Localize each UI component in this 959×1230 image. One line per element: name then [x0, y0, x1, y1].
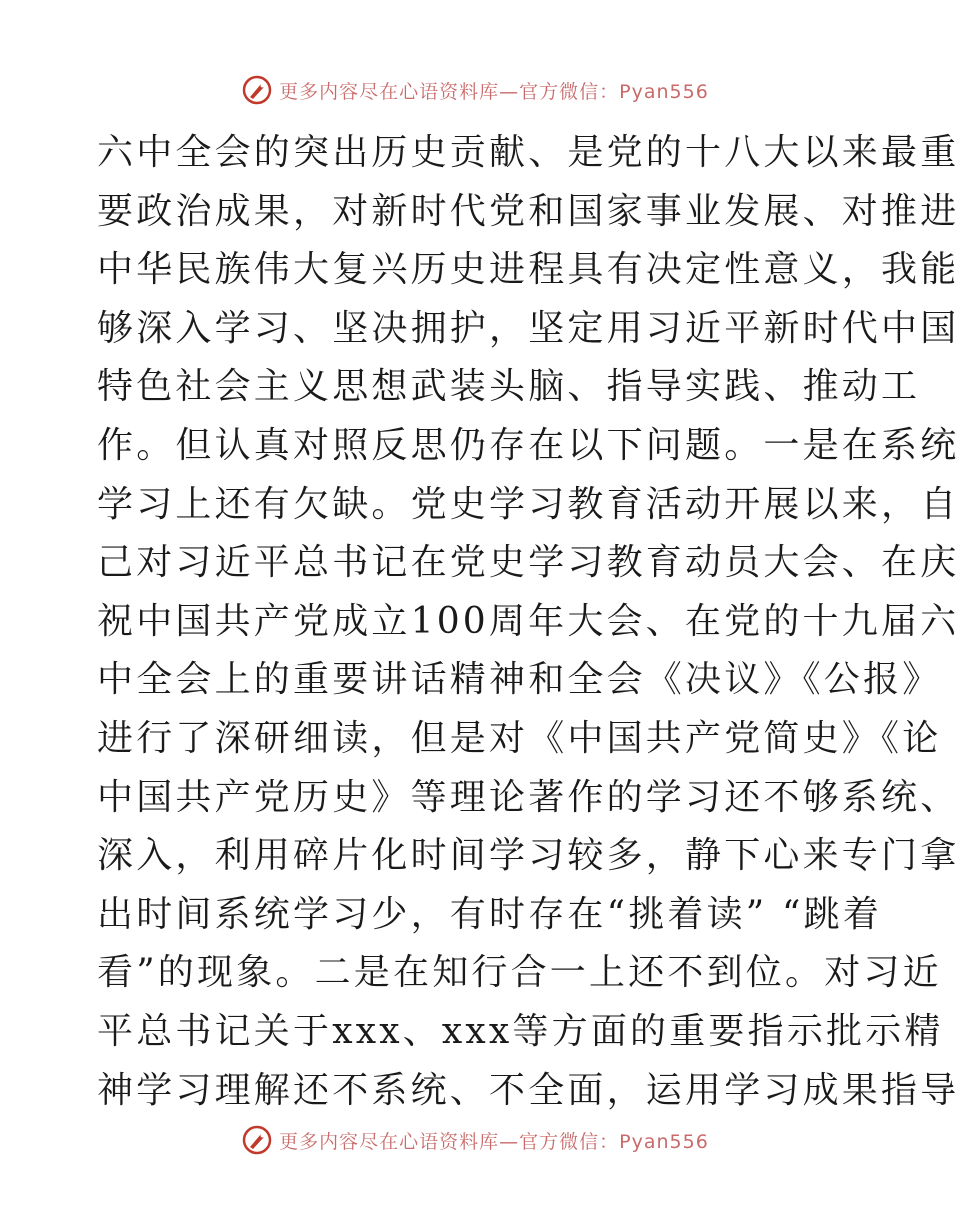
watermark-text: 更多内容尽在心语资料库—官方微信：Pyan556	[279, 80, 709, 103]
body-line: 中华民族伟大复兴历史进程具有决定性意义，我能	[97, 249, 959, 291]
body-line: 深入，利用碎片化时间学习较多，静下心来专门拿	[97, 835, 959, 877]
body-line: 特色社会主义思想武装头脑、指导实践、推动工	[97, 366, 921, 408]
body-line: 祝中国共产党成立100周年大会、在党的十九届六	[97, 600, 959, 642]
body-line: 进行了深研细读，但是对《中国共产党简史》《论	[97, 717, 942, 759]
body-line: 够深入学习、坚决拥护，坚定用习近平新时代中国	[97, 307, 959, 349]
watermark-text: 更多内容尽在心语资料库—官方微信：Pyan556	[279, 1130, 709, 1153]
body-line: 看”的现象。二是在知行合一上还不到位。对习近	[97, 952, 942, 994]
body-line: 学习上还有欠缺。党史学习教育活动开展以来，自	[97, 483, 959, 525]
header-watermark	[0, 72, 950, 108]
body-line: 神学习理解还不系统、不全面，运用学习成果指导	[97, 1069, 959, 1111]
footer-watermark	[0, 1122, 950, 1158]
body-line: 六中全会的突出历史贡献、是党的十八大以来最重	[97, 132, 959, 173]
pen-nib-logo-icon	[241, 1124, 273, 1156]
body-line: 中全会上的重要讲话精神和全会《决议》《公报》	[97, 659, 942, 701]
document-body	[97, 124, 959, 1120]
body-line: 中国共产党历史》等理论著作的学习还不够系统、	[97, 776, 959, 818]
body-line: 平总书记关于xxx、xxx等方面的重要指示批示精	[97, 1010, 944, 1052]
body-line: 要政治成果，对新时代党和国家事业发展、对推进	[97, 190, 959, 232]
body-line: 己对习近平总书记在党史学习教育动员大会、在庆	[97, 542, 959, 584]
body-line: 作。但认真对照反思仍存在以下问题。一是在系统	[97, 424, 959, 466]
body-line: 出时间系统学习少，有时存在“挑着读” “跳着	[97, 893, 883, 935]
pen-nib-logo-icon	[241, 74, 273, 106]
